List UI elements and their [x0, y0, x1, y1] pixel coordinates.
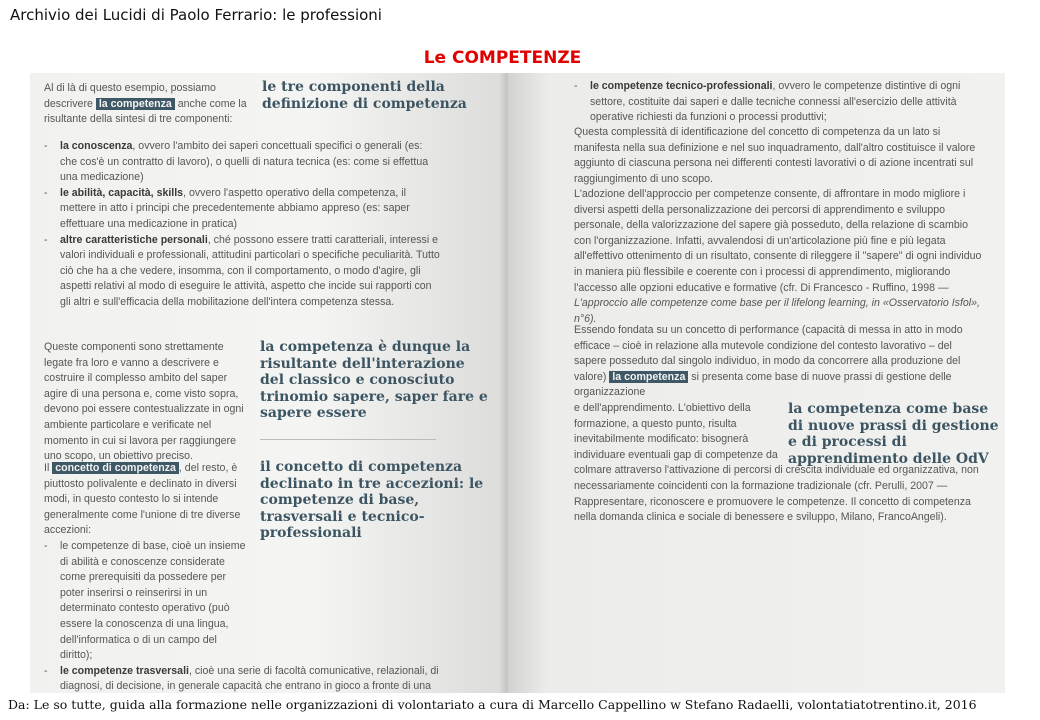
paragraph-components-linked: Queste componenti sono strettamente legate fra loro e vanno a descrivere e costruire il complesso ambito del saper agire di una persona e, come visto sopra, devono poi essere contestualizzate in ogni ambiente particolare e verificate nel momento in cui si lavora per raggiungere uno scopo, un obiettivo preciso. — [44, 341, 244, 463]
slide-title: Le COMPETENZE — [423, 48, 582, 68]
callout-nuove-prassi: la competenza come base di nuove prassi di gestione e di processi di apprendimento delle OdV — [788, 401, 999, 467]
right-page — [508, 73, 1005, 693]
list-item: - le abilità, capacità, skills, ovvero l'aspetto operativo della competenza, il mettere in atto i principi che precedentemente abbiamo appreso (es: saper effettuare una medicazione in pratica) — [44, 186, 410, 230]
callout-three-accezioni: il concetto di competenza declinato in tre accezioni: le competenze di base, trasversali e tecnico-professionali — [260, 459, 484, 541]
components-list — [44, 139, 440, 311]
list-item: - le competenze di base, cioè un insieme di abilità e conoscenze considerate come prerequisiti da possedere per poter inserirsi o reinserirsi in un determinato contesto operativo (può essere la conoscenza di una lingua, dell'informatica o di un campo del diritto); — [44, 540, 246, 662]
left-page — [30, 73, 505, 693]
paragraph-performance: Essendo fondata su un concetto di performance (capacità di messa in atto in modo efficace – cioè in relazione alla mutevole condizione del contesto lavorativo – del sapere posseduto dal singolo individuo, in modo da concorrere alla produzione del valore) la competenza si presenta come base di nuove prassi di gestione delle organizzazione — [574, 324, 963, 399]
list-item: - le competenze trasversali, cioè una serie di facoltà comunicative, relazionali, di diagnosi, di decisione, in generale capacità che entrano in gioco a fronte di una — [44, 664, 439, 693]
divider — [260, 439, 436, 440]
slide-header: Archivio dei Lucidi di Paolo Ferrario: le professioni — [10, 6, 382, 24]
tecnico-item — [574, 79, 986, 126]
list-item: - altre caratteristiche personali, ché possono essere tratti caratteriali, interessi e valori individuali e professionali, attitudini particolari o specifiche peculiarità. Tutto ciò che ha a che vedere, insomma, con il comportamento, o modo d'agire, gli aspetti relativi al modo di eseguire le attività, aspetto che incide sui rapporti con gli altri e sull'efficacia della mobilitazione dell'intera competenza stessa. — [44, 233, 440, 308]
source-footer: Da: Le so tutte, guida alla formazione nelle organizzazioni di volontariato a cura di Marcello Cappellino w Stefano Radaelli, volontatiatotrentino.it, 2016 — [8, 697, 977, 712]
intro-paragraph: Al di là di questo esempio, possiamo descrivere la competenza anche come la risultante della sintesi di tre componenti: — [44, 82, 247, 126]
scanned-spread — [30, 73, 1005, 693]
list-item: - la conoscenza, ovvero l'ambito dei saperi concettuali specifici o generali (es: che cos'è un contratto di lavoro), o quelli di natura tecnica (es: come si effettua una medicazione) — [44, 140, 429, 184]
highlight-term: la competenza — [96, 98, 175, 110]
callout-three-components: le tre componenti della definizione di competenza — [262, 79, 467, 112]
accezioni-list — [44, 539, 440, 693]
highlight-term: concetto di competenza — [52, 462, 179, 474]
paragraph-concept: Il concetto di competenza , del resto, è piuttosto polivalente e declinato in diversi modi, in questo contesto lo si intende generalmente come l'unione di tre diverse accezioni: — [44, 462, 241, 537]
highlight-term: la competenza — [609, 371, 688, 383]
paragraph-complessita: Questa complessità di identificazione del concetto di competenza da un lato si manifesta nella sua definizione e nel suo inquadramento, dall'altro costituisce il valore aggiunto di ciascuna persona nei differenti contesti lavorativi o di azione incentrati sul raggiungimento di uno scopo. — [574, 126, 976, 185]
paragraph-approccio: L'adozione dell'approccio per competenze consente, di affrontare in modo migliore i diversi aspetti della personalizzazione dei percorsi di apprendimento e sviluppo personale, della valorizzazione del sapere già posseduto, della relazione di scambio con l'organizzazione. Infatti, avvalendosi di un'articolazione più fine e più legata all'effettivo ottenimento di un risultato, consente di rileggere il "sapere" di ogni individuo in maniera più flessibile e coerente con i processi di apprendimento, migliorando l'accesso alle opzioni educative e formative (cfr. Di Francesco - Ruffino, 1998 — L'approccio alle competenze come base per il lifelong learning, in «Osservatorio Isfol», n°6). — [574, 188, 982, 325]
callout-trinomio: la competenza è dunque la risultante dell'interazione del classico e conosciuto trinomio sapere, saper fare e sapere essere — [260, 339, 488, 421]
paragraph-formazione: e dell'apprendimento. L'obiettivo della formazione, a questo punto, risulta inevitabilmente modificato: bisognerà individuare eventuali gap di competenze da colmare attraverso l'attivazione di percorsi di crescita individuale ed organizzativa, non necessariamente coincidenti con la formazione tradizionale (cfr. Perulli, 2007 — Rappresentare, riconoscere e promuovere le competenze. Il concetto di competenza nella domanda clinica e sociale di benessere e sviluppo, Milano, FrancoAngeli). — [574, 402, 979, 524]
list-item: - le competenze tecnico-professionali, ovvero le competenze distintive di ogni settore, costituite dai saperi e dalle tecniche connessi all'esercizio delle attività operative richiesti da funzioni o processi produttivi; — [574, 80, 961, 124]
